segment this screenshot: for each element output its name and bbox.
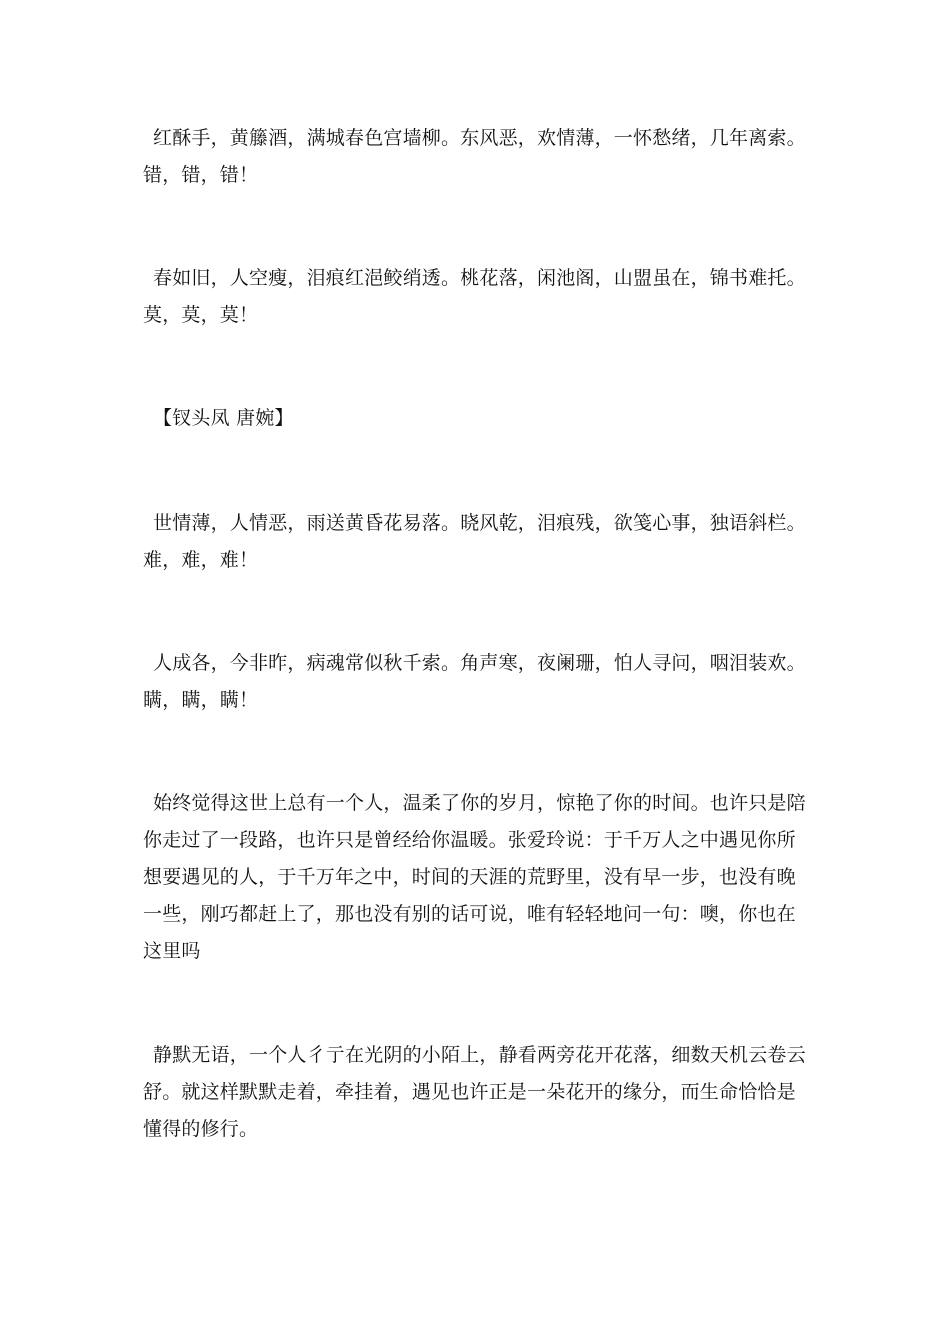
paragraph-line: 错，错，错！ xyxy=(143,164,259,186)
paragraph-line: 你走过了一段路，也许只是曾经给你温暖。张爱玲说：于千万人之中遇见你所 xyxy=(143,829,796,851)
paragraph-line: 始终觉得这世上总有一个人，温柔了你的岁月，惊艳了你的时间。也许只是陪 xyxy=(153,792,806,814)
paragraph-line: 世情薄，人情恶，雨送黄昏花易落。晓风乾，泪痕残，欲笺心事，独语斜栏。 xyxy=(153,512,806,534)
paragraph-line: 懂得的修行。 xyxy=(143,1118,259,1140)
paragraph-line: 一些，刚巧都赶上了，那也没有别的话可说，唯有轻轻地问一句：噢，你也在 xyxy=(143,903,796,925)
paragraph-2 xyxy=(143,260,808,334)
paragraph-line: 这里吗 xyxy=(143,940,201,962)
paragraph-line: 春如旧，人空瘦，泪痕红浥鲛绡透。桃花落，闲池阁，山盟虽在，锦书难托。 xyxy=(153,267,806,289)
paragraph-line: 人成各，今非昨，病魂常似秋千索。角声寒，夜阑珊，怕人寻问，咽泪装欢。 xyxy=(153,652,806,674)
paragraph-line: 莫，莫，莫！ xyxy=(143,304,259,326)
paragraph-line: 瞒，瞒，瞒！ xyxy=(143,689,259,711)
poem-heading xyxy=(143,400,808,437)
paragraph-line: 静默无语，一个人彳亍在光阴的小陌上，静看两旁花开花落，细数天机云卷云 xyxy=(153,1044,806,1066)
paragraph-1 xyxy=(143,120,808,194)
paragraph-5 xyxy=(143,785,808,970)
paragraph-4 xyxy=(143,645,808,719)
paragraph-line: 舒。就这样默默走着，牵挂着，遇见也许正是一朵花开的缘分，而生命恰恰是 xyxy=(143,1081,796,1103)
paragraph-6 xyxy=(143,1037,808,1148)
paragraph-line: 红酥手，黄籐酒，满城春色宫墙柳。东风恶，欢情薄，一怀愁绪，几年离索。 xyxy=(153,127,806,149)
paragraph-line: 想要遇见的人，于千万年之中，时间的天涯的荒野里，没有早一步，也没有晚 xyxy=(143,866,796,888)
heading-line: 【钗头凤 唐婉】 xyxy=(153,407,294,429)
paragraph-3 xyxy=(143,505,808,579)
paragraph-line: 难，难，难！ xyxy=(143,549,259,571)
